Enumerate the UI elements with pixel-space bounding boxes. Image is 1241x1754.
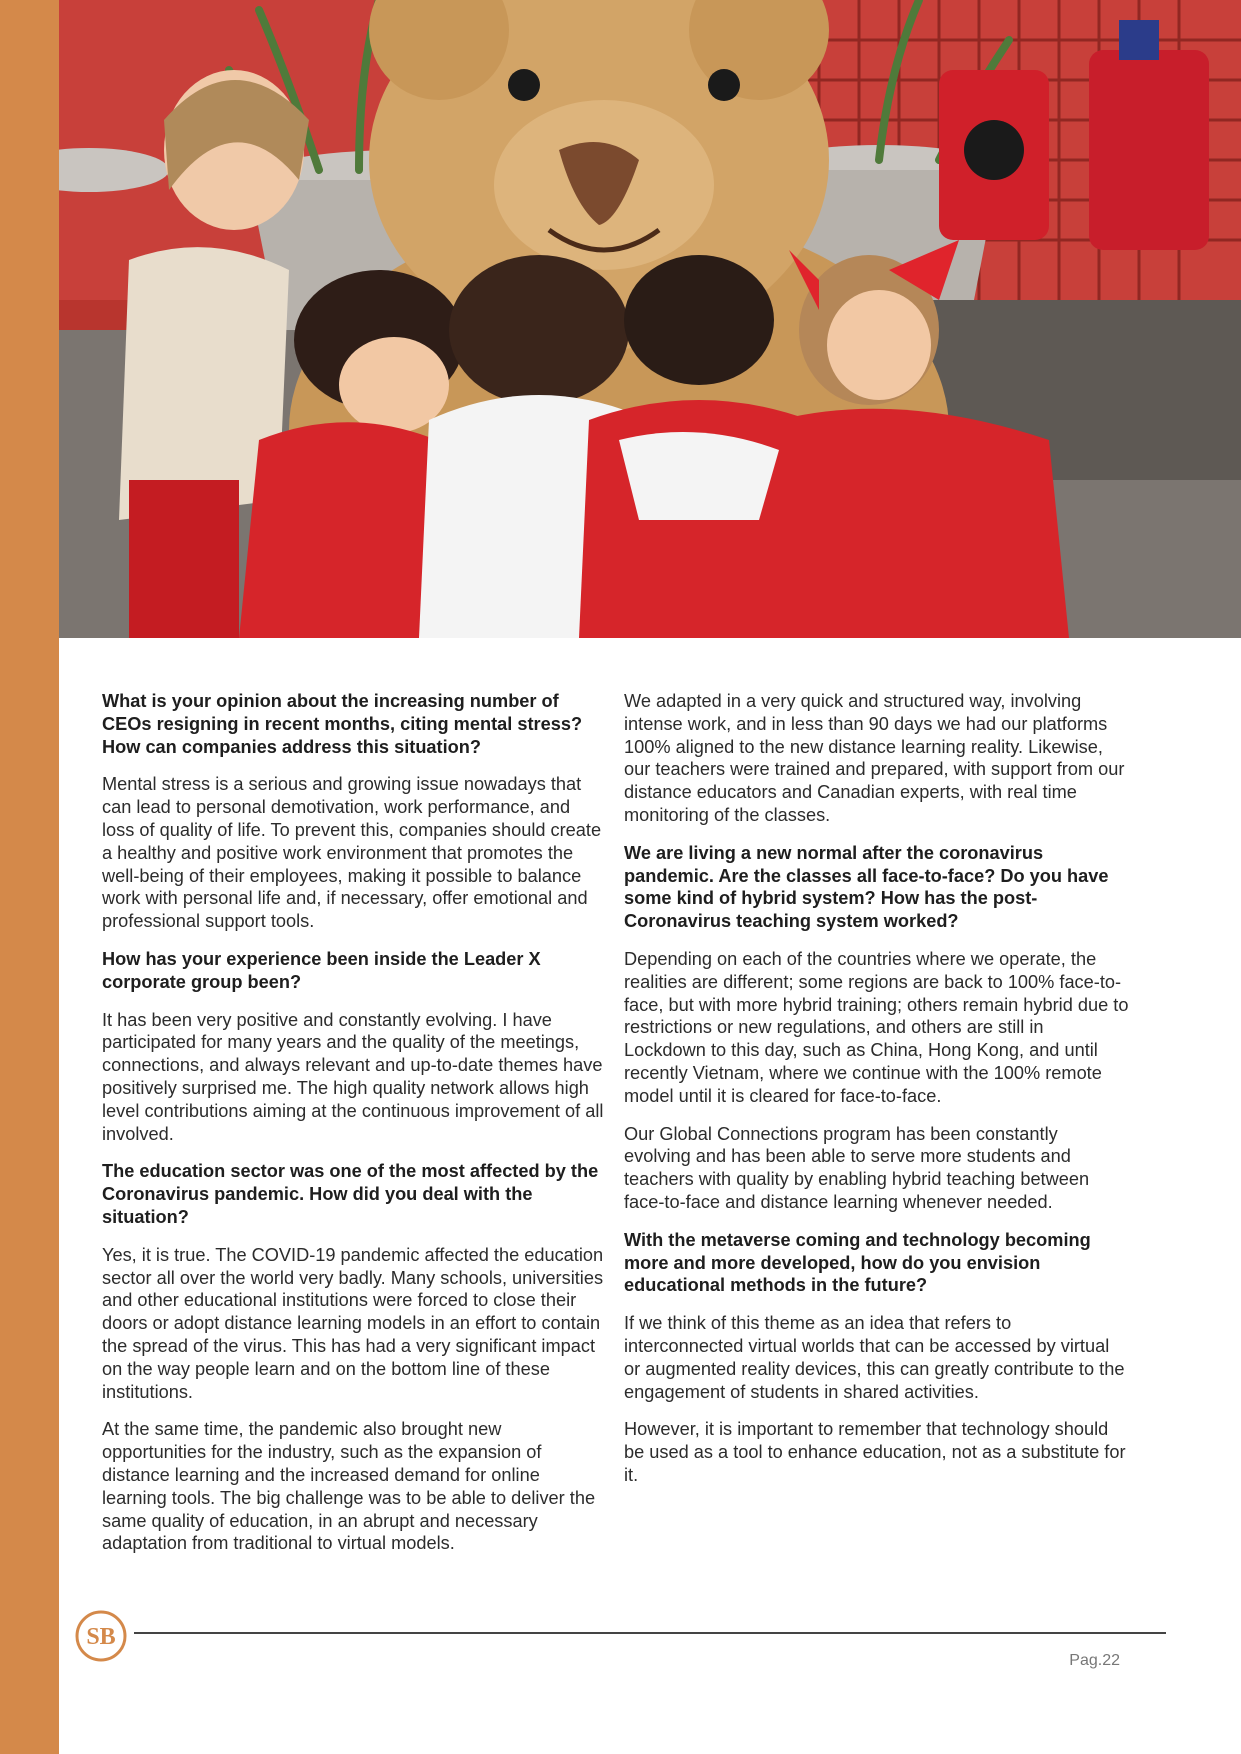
- answer-5a: If we think of this theme as an idea that refers to interconnected virtual worlds that can be accessed by virtual or augmented reality devices, this can greatly contribute to the engagement of students in shared activities.: [624, 1313, 1125, 1402]
- page-number: Pag.22: [1069, 1652, 1120, 1669]
- answer-2: It has been very positive and constantly evolving. I have participated for many years and the quality of the meetings, connections, and always relevant and up-to-date themes have positively surprised me. The high quality network allows high level contributions aiming at the continuous improvement of all involved.: [102, 1009, 604, 1144]
- question-1: What is your opinion about the increasing number of CEOs resigning in recent months, citing mental stress? How can companies address this situation?: [102, 691, 583, 757]
- photo-children-teddy-bear-icon: [59, 0, 1241, 638]
- logo-text: SB: [86, 1624, 116, 1650]
- question-2: How has your experience been inside the Leader X corporate group been?: [102, 948, 541, 992]
- question-3: The education sector was one of the most affected by the Coronavirus pandemic. How did you deal with the situation?: [102, 1161, 599, 1227]
- answer-4b: Our Global Connections program has been constantly evolving and has been able to serve more students and teachers with quality by enabling hybrid teaching between face-to-face and distance learning whenever needed.: [624, 1123, 1090, 1212]
- orange-sidebar: [0, 0, 59, 1754]
- hero-photo: [59, 0, 1241, 638]
- right-column: [624, 690, 1129, 1502]
- sb-logo-icon: [74, 1609, 128, 1663]
- answer-3a: Yes, it is true. The COVID-19 pandemic affected the education sector all over the world very badly. Many schools, universities and other educational institutions were forced to close their doors or adopt distance learning models in an effort to contain the spread of the virus. This has had a very significant impact on the way people learn and on the bottom line of these institutions.: [102, 1244, 604, 1402]
- question-4: We are living a new normal after the coronavirus pandemic. Are the classes all face-to-face? Do you have some kind of hybrid system? How has the post-Coronavirus teaching system worked?: [624, 842, 1109, 932]
- footer-divider: [134, 1632, 1166, 1634]
- answer-3b: At the same time, the pandemic also brought new opportunities for the industry, such as the expansion of distance learning and the increased demand for online learning tools. The big challenge was to be able to deliver the same quality of education, in an abrupt and necessary adaptation from traditional to virtual models.: [102, 1419, 596, 1554]
- answer-1: Mental stress is a serious and growing issue nowadays that can lead to personal demotivation, work performance, and loss of quality of life. To prevent this, companies should create a healthy and positive work environment that promotes the well-being of their employees, making it possible to balance work with personal life and, if necessary, offer emotional and professional support tools.: [102, 774, 602, 932]
- left-column: [102, 690, 607, 1570]
- answer-4a: Depending on each of the countries where we operate, the realities are different; some regions are back to 100% face-to-face, but with more hybrid training; others remain hybrid due to restrictions or new regulations, and others are still in Lockdown to this day, such as China, Hong Kong, and until recently Vietnam, where we continue with the 100% remote model until it is cleared for face-to-face.: [624, 948, 1129, 1106]
- answer-3c: We adapted in a very quick and structured way, involving intense work, and in less than 90 days we had our platforms 100% aligned to the new distance learning reality. Likewise, our teachers were trained and prepared, with support from our distance educators and Canadian experts, with real time monitoring of the classes.: [624, 691, 1125, 825]
- answer-5b: However, it is important to remember that technology should be used as a tool to enhance education, not as a substitute for it.: [624, 1419, 1126, 1485]
- question-5: With the metaverse coming and technology becoming more and more developed, how do you envision educational methods in the future?: [624, 1229, 1091, 1296]
